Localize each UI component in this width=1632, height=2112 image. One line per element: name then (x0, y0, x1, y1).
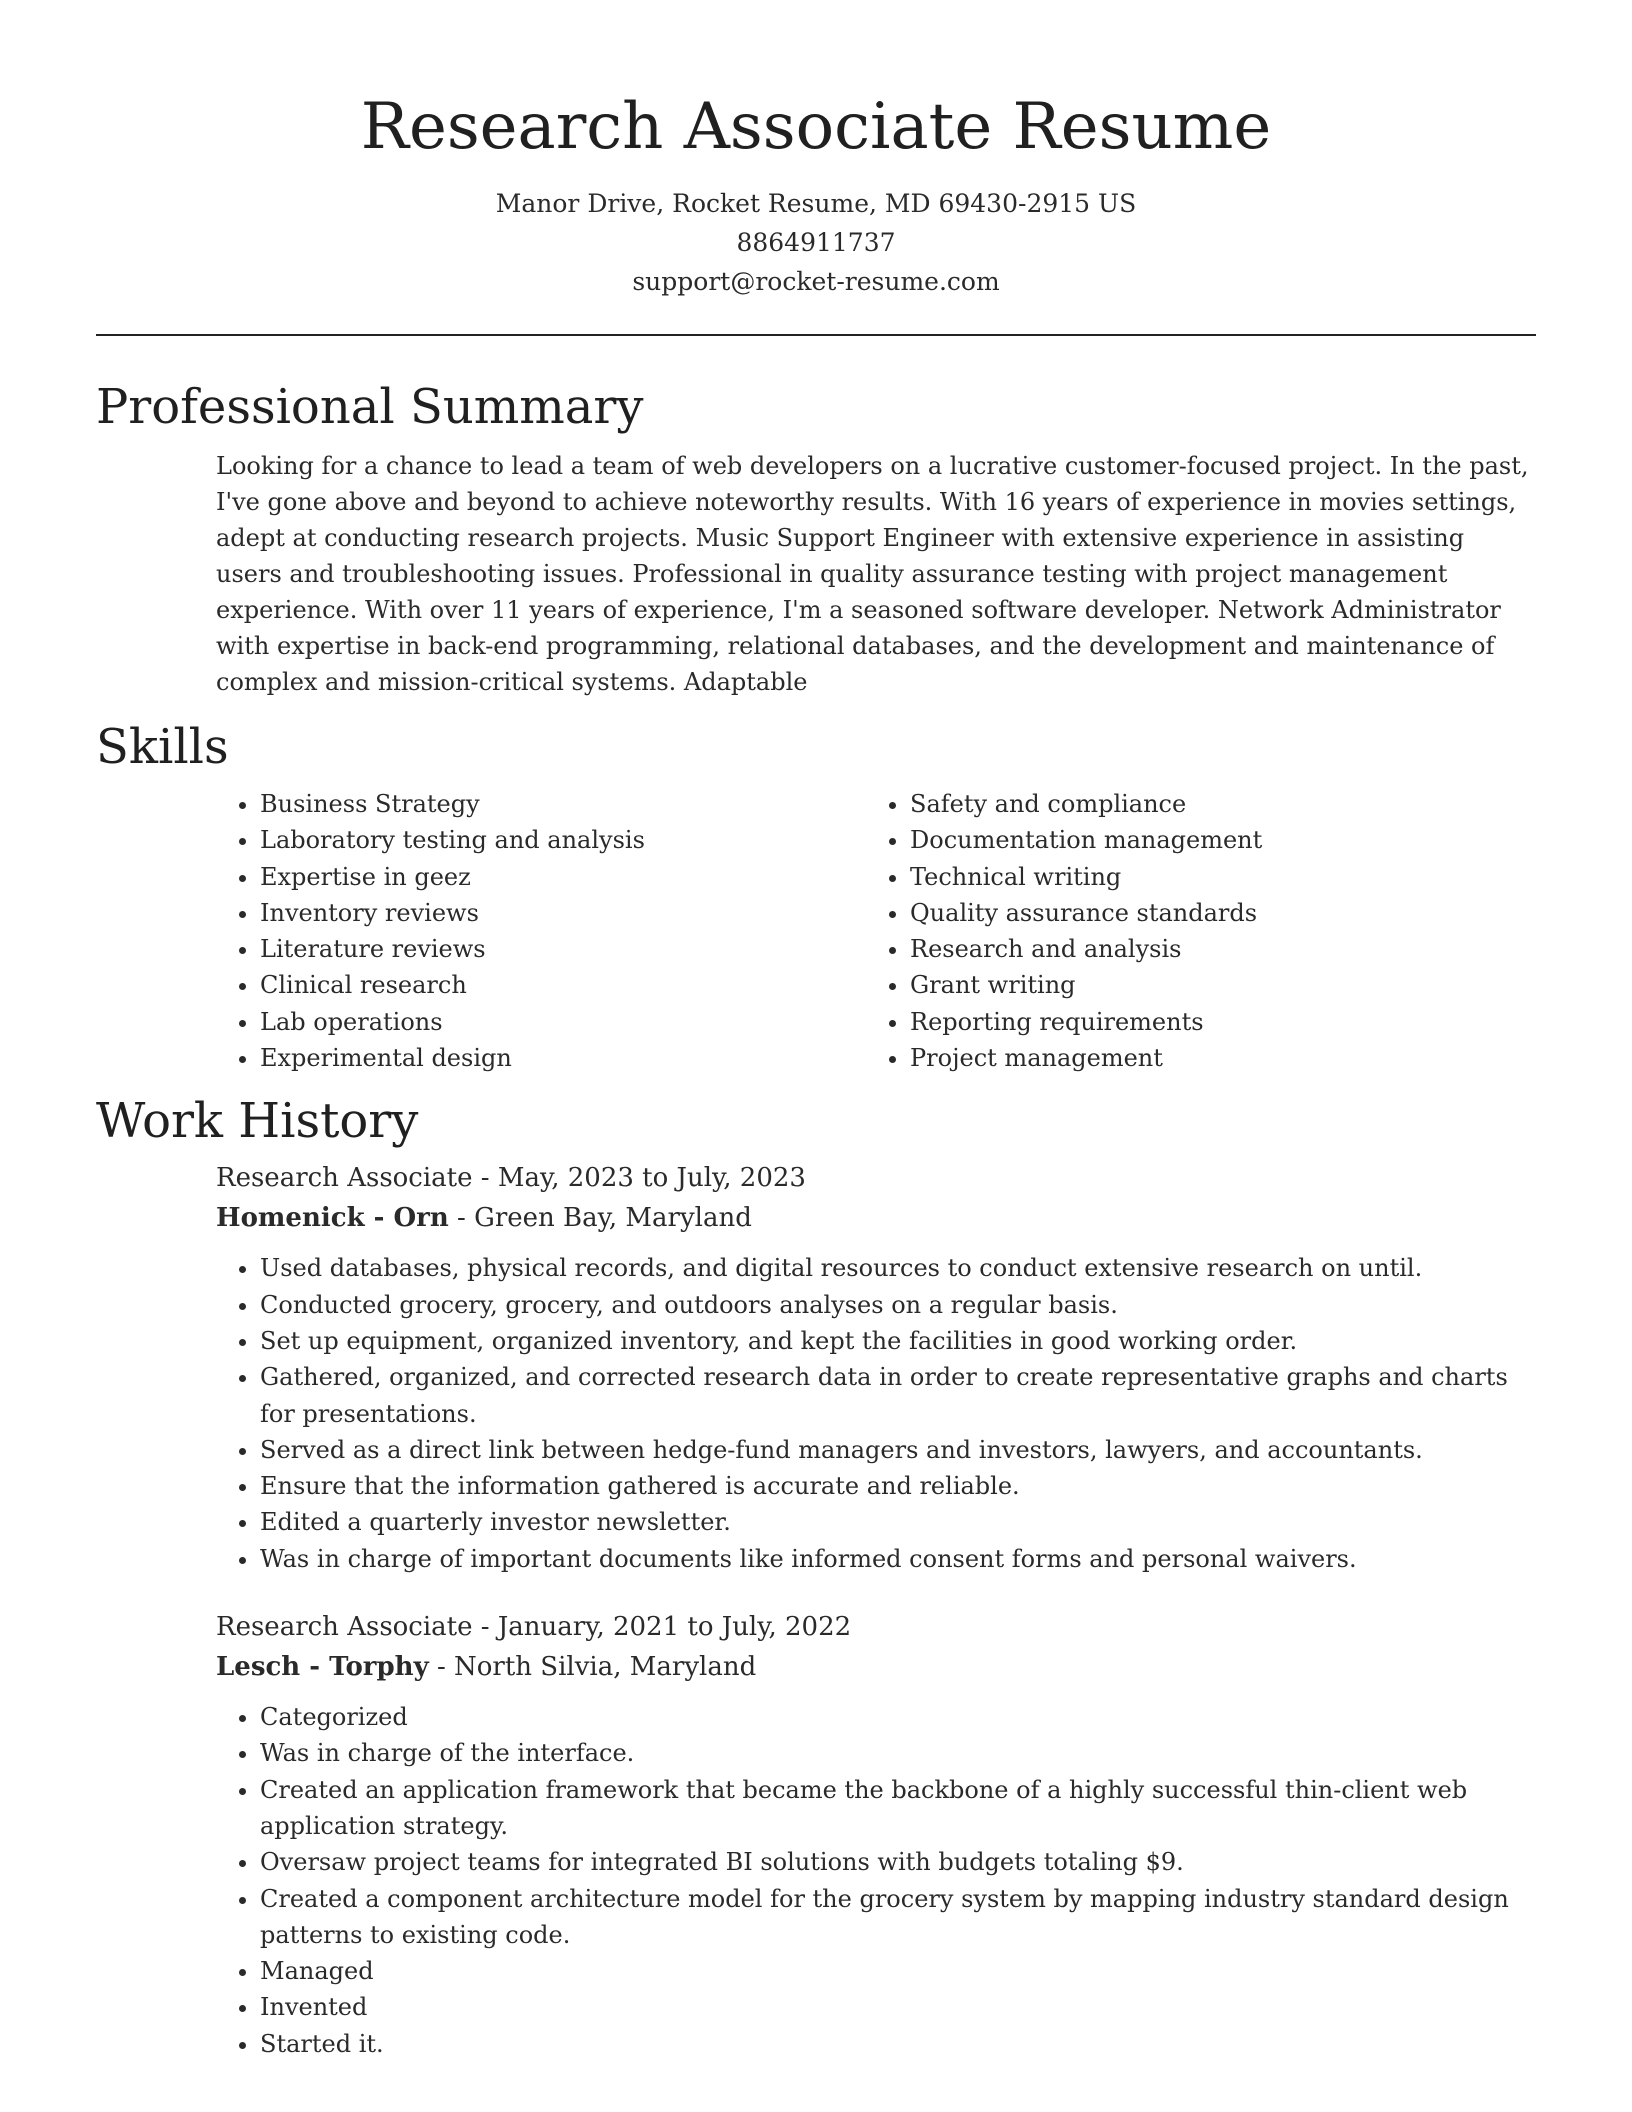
job-bullet: • Set up equipment, organized inventory, and kept the facilities in good working order. (260, 1323, 1536, 1359)
skill-item: • Inventory reviews (260, 895, 866, 931)
address: Manor Drive, Rocket Resume, MD 69430-2915 US (495, 189, 1137, 218)
job-bullet: • Managed (260, 1953, 1536, 1989)
skills-heading: Skills (96, 719, 229, 775)
contact-info (96, 184, 1536, 301)
separator: - (448, 1203, 475, 1234)
skill-item: • Laboratory testing and analysis (260, 822, 866, 858)
job-company-line (216, 1198, 1536, 1238)
skill-item: • Reporting requirements (910, 1004, 1516, 1040)
job-bullet: • Oversaw project teams for integrated BI solutions with budgets totaling $9. (260, 1844, 1536, 1880)
job-bullet: • Was in charge of the interface. (260, 1735, 1536, 1771)
job-bullet: • Categorized (260, 1699, 1536, 1735)
job-company: Lesch - Torphy (216, 1652, 429, 1683)
header-divider (96, 334, 1536, 336)
skill-item: • Quality assurance standards (910, 895, 1516, 931)
skill-item: • Research and analysis (910, 931, 1516, 967)
job-entry (216, 1607, 1536, 2062)
skill-item: • Project management (910, 1040, 1516, 1076)
job-bullet: • Ensure that the information gathered is accurate and reliable. (260, 1468, 1536, 1504)
summary-text: Looking for a chance to lead a team of web developers on a lucrative customer-focused project. In the past, I've gone above and beyond to achieve noteworthy results. With 16 years of experience in movies settings, adept at conducting research projects. Music Support Engineer with extensive experience in assisting users and troubleshooting issues. Professional in quality assurance testing with project management experience. With over 11 years of experience, I'm a seasoned software developer. Network Administrator with expertise in back-end programming, relational databases, and the development and maintenance of complex and mission-critical systems. Adaptable (216, 452, 1529, 696)
resume-title: Research Associate Resume (360, 90, 1272, 164)
separator: - (472, 1163, 498, 1194)
job-bullet: • Conducted grocery, grocery, and outdoors analyses on a regular basis. (260, 1287, 1536, 1323)
skill-item: • Documentation management (910, 822, 1516, 858)
job-bullet: • Gathered, organized, and corrected research data in order to create representative graphs and charts for presentations. (260, 1359, 1536, 1432)
job-bullet: • Served as a direct link between hedge-fund managers and investors, lawyers, and accountants. (260, 1432, 1536, 1468)
job-dates: January, 2021 to July, 2022 (497, 1612, 852, 1643)
summary-heading: Professional Summary (96, 379, 644, 435)
job-bullet: • Invented (260, 1989, 1536, 2025)
job-company-line (216, 1647, 1536, 1687)
skill-item: • Clinical research (260, 967, 866, 1003)
job-bullets (216, 1250, 1536, 1577)
job-bullet: • Started it. (260, 2026, 1536, 2062)
work-history-heading: Work History (96, 1093, 419, 1150)
resume-header (96, 0, 1536, 301)
job-bullet: • Edited a quarterly investor newsletter. (260, 1504, 1536, 1540)
job-company: Homenick - Orn (216, 1203, 449, 1234)
job-dates: May, 2023 to July, 2023 (497, 1163, 806, 1194)
separator: - (428, 1652, 455, 1683)
job-location: Green Bay, Maryland (474, 1203, 752, 1234)
skill-item: • Grant writing (910, 967, 1516, 1003)
skill-item: • Technical writing (910, 859, 1516, 895)
skills-column-right (866, 786, 1516, 1076)
job-bullet: • Used databases, physical records, and digital resources to conduct extensive research on until. (260, 1250, 1536, 1286)
email: support@rocket-resume.com (632, 267, 1000, 296)
job-role: Research Associate (216, 1612, 473, 1643)
job-location: North Silvia, Maryland (454, 1652, 757, 1683)
job-bullet: • Was in charge of important documents like informed consent forms and personal waivers. (260, 1541, 1536, 1577)
job-entry (216, 1158, 1536, 1577)
job-bullet: • Created a component architecture model for the grocery system by mapping industry standard design patterns to existing code. (260, 1881, 1536, 1954)
job-bullet: • Created an application framework that became the backbone of a highly successful thin-client web application strategy. (260, 1772, 1536, 1845)
skill-item: • Expertise in geez (260, 859, 866, 895)
job-role: Research Associate (216, 1163, 473, 1194)
phone: 8864911737 (736, 228, 896, 257)
job-bullets (216, 1699, 1536, 2062)
skill-item: • Lab operations (260, 1004, 866, 1040)
skill-item: • Business Strategy (260, 786, 866, 822)
skill-item: • Safety and compliance (910, 786, 1516, 822)
skill-item: • Experimental design (260, 1040, 866, 1076)
job-title-line (216, 1158, 1536, 1198)
skills-column-left (216, 786, 866, 1076)
separator: - (472, 1612, 498, 1643)
skill-item: • Literature reviews (260, 931, 866, 967)
skills-list (216, 786, 1536, 1076)
job-title-line (216, 1607, 1536, 1647)
